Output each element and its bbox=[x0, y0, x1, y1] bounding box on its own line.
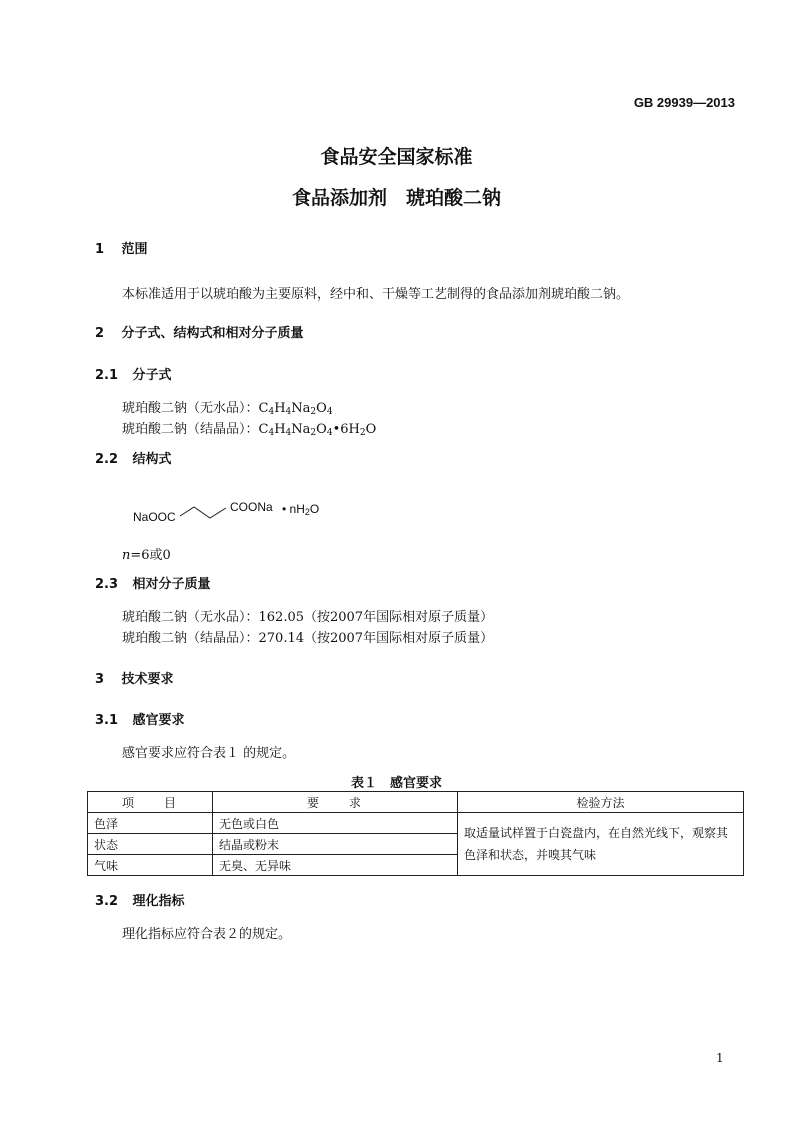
structure-bond-chain bbox=[178, 500, 230, 524]
formula-anhydrous bbox=[122, 397, 333, 417]
mass-anhydrous: 琥珀酸二钠（无水品）：162.05（按2007年国际相对原子质量） bbox=[122, 610, 494, 625]
table-header-row bbox=[88, 792, 744, 813]
section-title: 感官要求 bbox=[132, 713, 185, 728]
section-title: 技术要求 bbox=[121, 672, 174, 687]
formula-crystalline bbox=[122, 418, 376, 438]
section-title: 相对分子质量 bbox=[132, 577, 211, 592]
section-title: 结构式 bbox=[132, 452, 172, 467]
section-2-heading bbox=[95, 322, 304, 341]
table-cell: 结晶或粉末 bbox=[213, 834, 458, 855]
section-number: 2.2 bbox=[95, 452, 119, 467]
structure-right-group: COONa bbox=[230, 500, 273, 514]
sensory-paragraph: 感官要求应符合表１ 的规定。 bbox=[122, 746, 296, 761]
table-row bbox=[88, 813, 744, 834]
table-header-cell: 要 求 bbox=[213, 792, 458, 813]
section-number: 2 bbox=[95, 326, 105, 341]
structure-hydrate: • $nH_2O$ bbox=[282, 502, 320, 517]
table-cell: 色泽 bbox=[88, 813, 213, 834]
formula-label: 琥珀酸二钠（结晶品）： bbox=[122, 422, 259, 437]
section-number: 2.3 bbox=[95, 577, 119, 592]
section-number: 3.1 bbox=[95, 713, 119, 728]
scope-paragraph: 本标准适用于以琥珀酸为主要原料，经中和、干燥等工艺制得的食品添加剂琥珀酸二钠。 bbox=[122, 287, 630, 302]
table-header-cell: 项 目 bbox=[88, 792, 213, 813]
formula: $C_4H_4Na_2O_4•6H_2O$ bbox=[258, 422, 377, 438]
sensory-table bbox=[87, 791, 744, 876]
section-1-heading bbox=[95, 238, 148, 257]
section-3-heading bbox=[95, 668, 174, 687]
table-cell: 无臭、无异味 bbox=[213, 855, 458, 876]
section-2-2-heading bbox=[95, 448, 172, 467]
formula: $C_4H_4Na_2O_4$ bbox=[258, 401, 333, 417]
section-number: 3.2 bbox=[95, 894, 119, 909]
table-cell: 状态 bbox=[88, 834, 213, 855]
physchem-paragraph: 理化指标应符合表２的规定。 bbox=[122, 927, 292, 942]
standard-number: GB 29939—2013 bbox=[633, 95, 735, 110]
page-title: 食品安全国家标准 bbox=[320, 146, 473, 168]
section-number: 1 bbox=[95, 242, 105, 257]
section-3-1-heading bbox=[95, 709, 185, 728]
table-cell: 气味 bbox=[88, 855, 213, 876]
section-2-3-heading bbox=[95, 573, 211, 592]
table-cell: 无色或白色 bbox=[213, 813, 458, 834]
section-2-1-heading bbox=[95, 364, 172, 383]
section-title: 范围 bbox=[121, 242, 148, 257]
section-title: 分子式、结构式和相对分子质量 bbox=[121, 326, 304, 341]
mass-crystalline: 琥珀酸二钠（结晶品）：270.14（按2007年国际相对原子质量） bbox=[122, 631, 494, 646]
page-subtitle: 食品添加剂 琥珀酸二钠 bbox=[291, 187, 501, 209]
table-caption: 表１ 感官要求 bbox=[350, 776, 442, 791]
table-header-cell: 检验方法 bbox=[458, 792, 744, 813]
table-method-cell: 取适量试样置于白瓷盘内，在自然光线下，观察其色泽和状态，并嗅其气味 bbox=[458, 813, 744, 876]
n-value-note: n=6或0 bbox=[122, 548, 171, 563]
structure-left-group: NaOOC bbox=[133, 510, 176, 524]
section-number: 3 bbox=[95, 672, 105, 687]
section-title: 理化指标 bbox=[132, 894, 185, 909]
formula-label: 琥珀酸二钠（无水品）： bbox=[122, 401, 259, 416]
section-number: 2.1 bbox=[95, 368, 119, 383]
page-number: 1 bbox=[716, 1051, 724, 1065]
section-3-2-heading bbox=[95, 890, 185, 909]
section-title: 分子式 bbox=[132, 368, 172, 383]
